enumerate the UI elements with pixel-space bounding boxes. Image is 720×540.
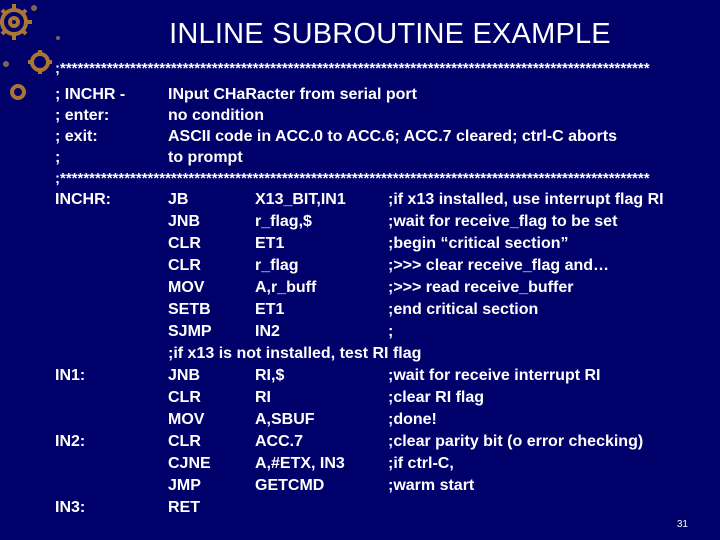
header-text: INput CHaRacter from serial port [168,86,417,103]
code-comment: ;wait for receive_flag to be set [388,213,618,230]
code-operand: ET1 [255,301,285,318]
header-text: ASCII code in ACC.0 to ACC.6; ACC.7 cleared; ctrl-C aborts [168,128,617,145]
code-opcode: MOV [168,411,205,428]
code-label: INCHR: [55,191,111,208]
page-number: 31 [676,519,688,530]
code-operand: X13_BIT,IN1 [255,191,346,208]
header-text: no condition [168,107,264,124]
code-comment: ;clear RI flag [388,389,485,406]
header-label: ; INCHR - [55,86,126,103]
code-operand: A,r_buff [255,279,317,296]
code-opcode: RET [168,499,200,516]
header-row [55,106,705,126]
code-comment-line: ;if x13 is not installed, test RI flag [168,345,422,362]
code-opcode: CLR [168,433,201,450]
code-opcode: JNB [168,213,201,230]
code-operand: IN2 [255,323,280,340]
code-opcode: CJNE [168,455,211,472]
code-comment: ;end critical section [388,301,539,318]
code-opcode: SETB [168,301,211,318]
code-opcode: JMP [168,477,201,494]
code-comment: ;clear parity bit (o error checking) [388,433,644,450]
code-operand: RI [255,389,271,406]
code-operand: GETCMD [255,477,325,494]
code-opcode: CLR [168,257,201,274]
code-label: IN3: [55,499,86,516]
code-operand: ACC.7 [255,433,304,450]
code-opcode: MOV [168,279,205,296]
code-comment: ;wait for receive interrupt RI [388,367,601,384]
code-label: IN1: [55,367,86,384]
code-comment: ;warm start [388,477,475,494]
separator-bottom: ;***************************************************************************************************** [55,170,650,187]
code-comment: ;>>> clear receive_flag and… [388,257,610,274]
header-row [55,148,705,168]
header-label: ; exit: [55,128,98,145]
code-operand: RI,$ [255,367,285,384]
code-operand: r_flag,$ [255,213,312,230]
code-comment: ;>>> read receive_buffer [388,279,574,296]
header-text: to prompt [168,149,243,166]
separator-top: ;***************************************************************************************************** [55,60,650,77]
code-opcode: CLR [168,235,201,252]
code-comment: ; [388,323,394,340]
code-opcode: JB [168,191,189,208]
code-comment: ;done! [388,411,437,428]
code-comment: ;begin “critical section” [388,235,569,252]
code-operand: A,SBUF [255,411,315,428]
code-operand: ET1 [255,235,285,252]
header-label: ; [55,149,61,166]
code-comment: ;if x13 installed, use interrupt flag RI [388,191,664,208]
header-row [55,127,705,147]
code-opcode: CLR [168,389,201,406]
code-opcode: SJMP [168,323,212,340]
header-row [55,85,705,105]
code-operand: r_flag [255,257,299,274]
code-label: IN2: [55,433,86,450]
header-label: ; enter: [55,107,110,124]
code-comment: ;if ctrl-C, [388,455,454,472]
slide-title: INLINE SUBROUTINE EXAMPLE [169,18,611,50]
code-operand: A,#ETX, IN3 [255,455,345,472]
code-opcode: JNB [168,367,201,384]
